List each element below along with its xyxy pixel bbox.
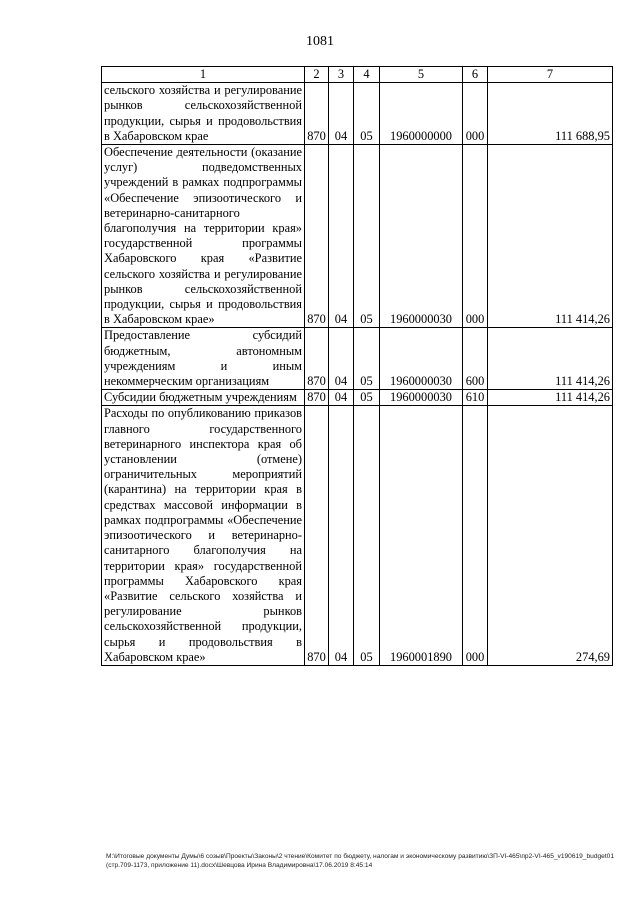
table-row [102, 390, 613, 406]
header-col-7: 7 [488, 67, 613, 83]
expense-type-cell: 000 [463, 83, 488, 145]
header-col-4: 4 [354, 67, 380, 83]
ministry-code-cell: 870 [305, 145, 329, 328]
table-row [102, 406, 613, 665]
ministry-code-cell: 870 [305, 390, 329, 406]
subsection-code-cell: 05 [354, 390, 380, 406]
file-path-footer: М:\Итоговые документы Думы\6 созыв\Проекты\Законы\2 чтение\Комитет по бюджету, налогам и экономическому развитию\ЗП-VI-465\пр2-VI-465_v190619_budget01 (стр.709-1173, приложение 11).docx\Шевцова Ирина Владимировна\17.06.2019 8:45:14 [106, 853, 614, 869]
amount-cell: 111 414,26 [488, 145, 613, 328]
row-name-cell: Предоставление субсидий бюджетным, автономным учреждениям и иным некоммерческим организациям [102, 328, 305, 390]
table-row [102, 328, 613, 390]
row-name-cell: Расходы по опубликованию приказов главного государственного ветеринарного инспектора края об установлении (отмене) ограничительных мероприятий (карантина) на территории края в средствах массовой информации в рамках подпрограммы «Обеспечение эпизоотического и ветеринарно-санитарного благополучия на территории края» государственной программы Хабаровского края «Развитие сельского хозяйства и регулирование рынков сельскохозяйственной продукции, сырья и продовольствия в Хабаровском крае» [102, 406, 305, 665]
amount-cell: 111 688,95 [488, 83, 613, 145]
page-number: 1081 [306, 34, 334, 49]
expense-type-cell: 000 [463, 145, 488, 328]
ministry-code-cell: 870 [305, 83, 329, 145]
table-row [102, 83, 613, 145]
row-name-cell: сельского хозяйства и регулирование рынков сельскохозяйственной продукции, сырья и продовольствия в Хабаровском крае [102, 83, 305, 145]
target-code-cell: 1960000000 [380, 83, 463, 145]
subsection-code-cell: 05 [354, 83, 380, 145]
budget-table [101, 66, 613, 666]
ministry-code-cell: 870 [305, 328, 329, 390]
expense-type-cell: 600 [463, 328, 488, 390]
header-col-6: 6 [463, 67, 488, 83]
row-name-cell: Обеспечение деятельности (оказание услуг) подведомственных учреждений в рамках подпрограммы «Обеспечение эпизоотического и ветеринарно-санитарного благополучия на территории края» государственной программы Хабаровского края «Развитие сельского хозяйства и регулирование рынков сельскохозяйственной продукции, сырья и продовольствия в Хабаровском крае» [102, 145, 305, 328]
amount-cell: 111 414,26 [488, 328, 613, 390]
ministry-code-cell: 870 [305, 406, 329, 665]
amount-cell: 274,69 [488, 406, 613, 665]
section-code-cell: 04 [329, 328, 354, 390]
section-code-cell: 04 [329, 145, 354, 328]
expense-type-cell: 610 [463, 390, 488, 406]
table-row [102, 145, 613, 328]
amount-cell: 111 414,26 [488, 390, 613, 406]
subsection-code-cell: 05 [354, 406, 380, 665]
target-code-cell: 1960000030 [380, 390, 463, 406]
section-code-cell: 04 [329, 83, 354, 145]
subsection-code-cell: 05 [354, 328, 380, 390]
target-code-cell: 1960000030 [380, 145, 463, 328]
target-code-cell: 1960000030 [380, 328, 463, 390]
table-header-row [102, 67, 613, 83]
header-col-2: 2 [305, 67, 329, 83]
section-code-cell: 04 [329, 390, 354, 406]
row-name-cell: Субсидии бюджетным учреждениям [102, 390, 305, 406]
subsection-code-cell: 05 [354, 145, 380, 328]
header-col-3: 3 [329, 67, 354, 83]
target-code-cell: 1960001890 [380, 406, 463, 665]
header-col-1: 1 [102, 67, 305, 83]
section-code-cell: 04 [329, 406, 354, 665]
expense-type-cell: 000 [463, 406, 488, 665]
header-col-5: 5 [380, 67, 463, 83]
